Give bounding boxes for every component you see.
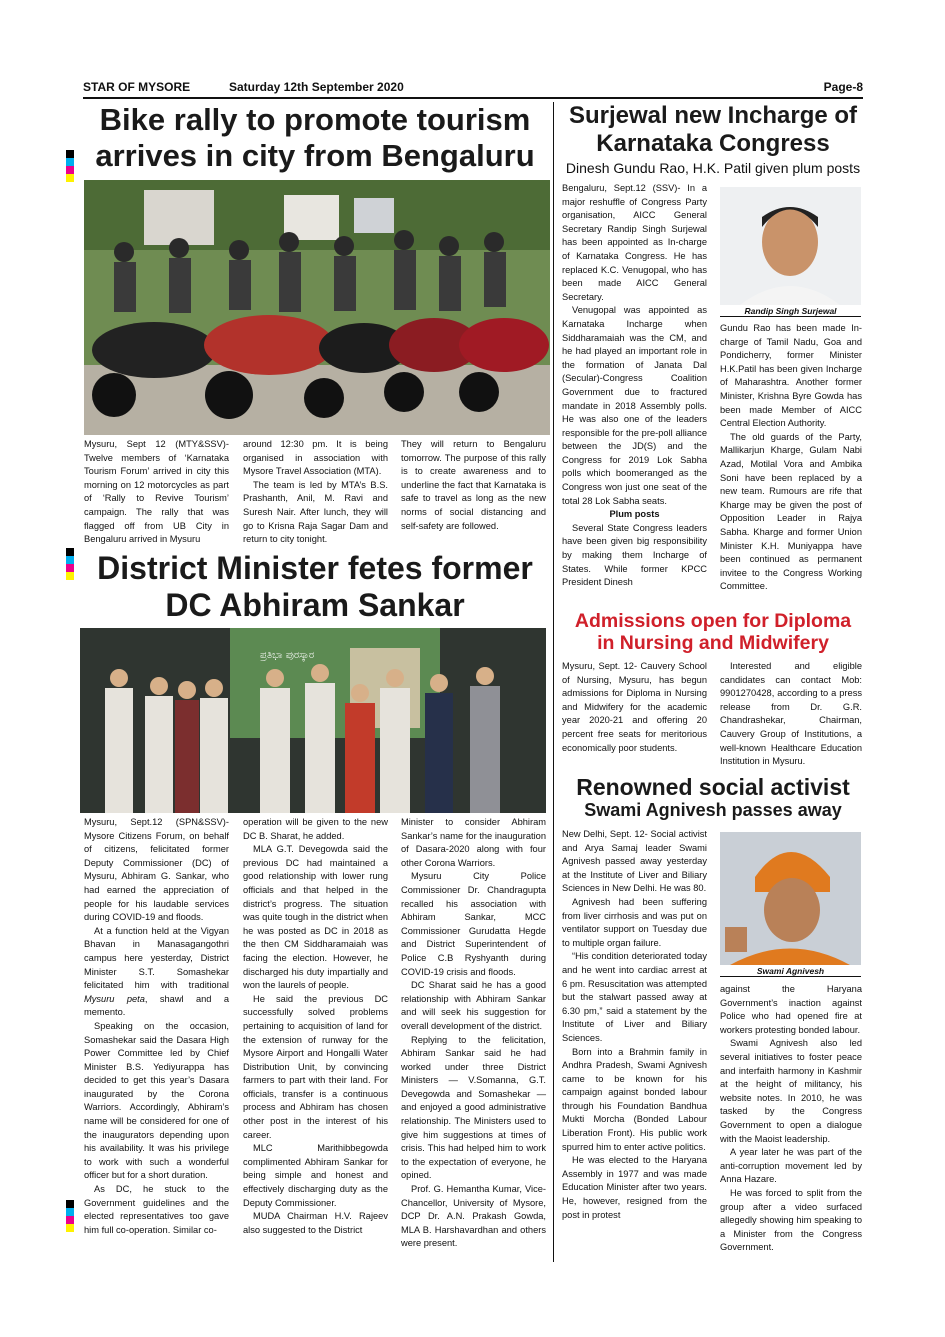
surjewal-paragraph: Several State Congress leaders have been given big responsibility by making them Incharge of States. While former KPCC President Dinesh: [562, 522, 707, 588]
dc-paragraph: operation will be given to the new DC B. Sharat, he added.: [243, 817, 388, 841]
agnivesh-caption: Swami Agnivesh: [720, 966, 861, 977]
dc-column-3: [401, 816, 546, 1251]
column-divider: [553, 102, 554, 1262]
nursing-headline: [558, 610, 868, 655]
felicitation-photo: [80, 628, 546, 813]
masthead: [83, 80, 863, 98]
dc-paragraph: He said the previous DC successfully solved problems pertaining to acquisition of land for the extension of runway for the Mysore Airport and Hongalli Water Distribution Unit, by convincing farmers to part with their land. For officials, transfer is a continuous process and Abhiram has chosen other post in the interest of his career.: [243, 993, 388, 1140]
surjewal-portrait: [720, 187, 861, 305]
dc-text: , shawl and a memento.: [84, 993, 229, 1018]
agnivesh-headline-line1: Renowned social activist: [576, 774, 850, 800]
agnivesh-paragraph: against the Haryana Government’s inaction against Police who had opened fire at workers protesting bonded labour.: [720, 984, 862, 1035]
dc-paragraph: Mysuru City Police Commissioner Dr. Chandragupta recalled his association with Abhiram Sankar, MCC Commissioner Gurudatta Hegde and District Superintendent of Police C.B Ryshyanth during COVID-19 crisis and floods.: [401, 871, 546, 977]
agnivesh-column-1: [562, 828, 707, 1222]
dc-paragraph: Replying to the felicitation, Abhiram Sankar said he had worked under three District Ministers — V.Somanna, G.T. Devegowda and Somashekar — and enjoyed a good administrative relationship. The Ministers used to give him suggestions at times of crisis. This had helped him to work to the expectation of everyone, he opined.: [401, 1034, 546, 1181]
registration-mark: [66, 1200, 74, 1232]
agnivesh-paragraph: New Delhi, Sept. 12- Social activist and Arya Samaj leader Swami Agnivesh passed away yesterday at the Institute of Liver and Biliary Sciences in New Delhi. He was 80.: [562, 829, 707, 894]
surjewal-paragraph: Gundu Rao has been made In-charge of Tamil Nadu, Goa and Pondicherry, former Minister H.K.Patil has been given Incharge of Maharashtra. Another former Minister, Krishna Byre Gowda has been made Member of AICC Central Election Authority.: [720, 323, 862, 429]
agnivesh-headline-line2: Swami Agnivesh passes away: [584, 800, 842, 821]
masthead-rule: [83, 97, 863, 99]
nursing-paragraph: Mysuru, Sept. 12- Cauvery School of Nursing, Mysuru, has begun admissions for Diploma in Nursing and Midwifery for the academic year 2020-21 and offering 20 percent free seats for meritorious economically poor students.: [562, 661, 707, 753]
surjewal-paragraph: Venugopal was appointed as Karnataka Incharge when Siddharamaiah was the CM, and he had played an important role in the formation of Janata Dal (Secular)-Congress Coalition Government due to fractured mandate in 2018 Assembly polls. He was also one of the leaders responsible for the pre-poll alliance between the JD(S) and the Congress for 2019 Lok Sabha polls which boomeranged as the Congress won just one seat of the total 28 Lok Sabha seats.: [562, 305, 707, 506]
surjewal-column-1: [562, 182, 707, 590]
surjewal-paragraph: Bengaluru, Sept.12 (SSV)- In a major reshuffle of Congress Party organisation, AICC General Secretary Randip Singh Surjewal has been appointed as In-charge of Karnataka Congress. He has replaced K.C. Venugopal, who has been made AICC General Secretary.: [562, 183, 707, 302]
bike-headline-line1: Bike rally to promote tourism: [99, 102, 531, 137]
bike-headline-line2: arrives in city from Bengaluru: [95, 137, 535, 173]
felicitation-illustration: [80, 628, 546, 813]
agnivesh-photo: [720, 832, 861, 965]
nursing-column-2: [720, 660, 862, 769]
agnivesh-paragraph: Agnivesh had been suffering from liver cirrhosis and was put on ventilator support on Tuesday due to multiple organ failure.: [562, 896, 707, 948]
registration-mark: [66, 548, 74, 580]
bike-rally-photo: [84, 180, 550, 435]
nursing-column-1: [562, 660, 707, 755]
bike-column-1: [84, 438, 229, 547]
surjewal-subheading: Plum posts: [609, 509, 660, 520]
stage-banner-text: ಪ್ರತಿಭಾ ಪುರಸ್ಕಾರ: [260, 650, 315, 661]
issue-date: Saturday 12th September 2020: [229, 80, 404, 94]
surjewal-subhead: Dinesh Gundu Rao, H.K. Patil given plum posts: [565, 160, 861, 176]
dc-paragraph: Prof. G. Hemantha Kumar, Vice-Chancellor, University of Mysore, DCP Dr. A.N. Prakash Gowda, MLA B. Harshavardhan and others were present.: [401, 1184, 546, 1249]
agnivesh-paragraph: He was forced to split from the group after a video surfaced allegedly showing him speaking to a Minister from the Congress Government.: [720, 1187, 862, 1253]
dc-column-1: [84, 816, 229, 1237]
dc-paragraph: MLC Marithibbegowda complimented Abhiram Sankar for being simple and honest and effectively discharging duty as the Deputy Commissioner.: [243, 1143, 388, 1208]
surjewal-headline: [558, 102, 868, 157]
surjewal-column-2: [720, 322, 862, 594]
dc-paragraph: Mysuru, Sept.12 (SPN&SSV)- Mysore Citizens Forum, on behalf of citizens, felicitated former Deputy Commissioner (DC) of Mysuru, Abhiram G. Sankar, who had earned the appreciation of people for his laudable services during COVID-19 and floods.: [84, 817, 229, 923]
nursing-headline-line2: in Nursing and Midwifery: [597, 632, 829, 655]
dc-paragraph: [84, 925, 229, 1020]
surjewal-headline-line2: Karnataka Congress: [596, 129, 830, 157]
bike-paragraph: The team is led by MTA’s B.S. Prashanth, Anil, M. Ravi and Suresh Nair. After lunch, they will go to Krisna Raja Sagar Dam and return to city tonight.: [243, 479, 388, 545]
nursing-headline-line1: Admissions open for Diploma: [574, 610, 852, 632]
surjewal-photo: [720, 187, 861, 305]
bike-column-3: [401, 438, 546, 533]
dc-column-2: [243, 816, 388, 1237]
agnivesh-portrait: [720, 832, 861, 965]
bike-headline: [80, 102, 550, 173]
agnivesh-paragraph: He was elected to the Haryana Assembly in 1977 and was made Education Minister after two years. He, however, resigned from the post in protest: [562, 1155, 707, 1220]
paper-name: STAR OF MYSORE: [83, 80, 191, 94]
agnivesh-paragraph: A year later he was part of the anti-corruption movement led by Anna Hazare.: [720, 1147, 862, 1185]
surjewal-caption: Randip Singh Surjewal: [720, 306, 861, 317]
agnivesh-headline: [558, 774, 868, 821]
bike-paragraph: around 12:30 pm. It is being organised in association with Mysore Travel Association (MTA).: [243, 439, 388, 477]
registration-mark: [66, 150, 74, 182]
dc-paragraph: DC Sharat said he has a good relationship with Abhiram Sankar and will seek his suggestion for overall development of the district.: [401, 980, 546, 1031]
bike-paragraph: Mysuru, Sept 12 (MTY&SSV)- Twelve members of ‘Karnataka Tourism Forum’ arrived in city this morning on 12 motorcycles as part of ‘Rally to Revive Tourism’ campaign. The rally that was flagged off from UB City in Bengaluru arrived in Mysuru: [84, 439, 229, 545]
surjewal-headline-line1: Surjewal new Incharge of: [568, 102, 858, 129]
dc-text: At a function held at the Vigyan Bhavan in Manasagangothri campus here yesterday, District Minister S.T. Somashekar felicitated him with traditional: [84, 925, 229, 991]
dc-headline-line1: District Minister fetes former: [97, 550, 533, 586]
dc-headline: [80, 550, 550, 624]
surjewal-paragraph: The old guards of the Party, Mallikarjun Kharge, Gulam Nabi Azad, Motilal Vora and Ambika Soni have been replaced by a new team. Rumours are rife that Kharge may be given the post of Opposition Leader in Rajya Sabha. Kharge and former Union Minister K.H. Muniyappa have been continued as permanent invitee to the Congress Working Committee.: [720, 431, 862, 592]
dc-paragraph: Speaking on the occasion, Somashekar said the Dasara High Power Committee led by Chief Minister B.S. Yediyurappa has decided to get this year’s Dasara inaugurated by the Corona Warriors. Accordingly, Abhiram’s name will be considered for one of the inaugurators depending upon his availability. It was his privilege to work with such a wonderful officer but for a short duration.: [84, 1020, 229, 1181]
bike-column-2: [243, 438, 388, 547]
dc-italic-text: Mysuru peta: [84, 993, 145, 1004]
page-number: Page-8: [823, 80, 863, 94]
agnivesh-paragraph: Born into a Brahmin family in Andhra Pradesh, Swami Agnivesh came to be known for his campaign against bonded labour through his Foundation Bandhua Mukti Morcha (Bonded Labour Liberation Front). His public work spurred him to enter active politics.: [562, 1046, 707, 1152]
dc-headline-line2: DC Abhiram Sankar: [165, 586, 465, 623]
agnivesh-paragraph: Swami Agnivesh also led several initiatives to foster peace and interfaith harmony in Kashmir at the height of militancy, his website notes. In 2010, he was tasked by the Congress Government to open a dialogue with the Maoist leadership.: [720, 1038, 862, 1144]
agnivesh-column-2: [720, 983, 862, 1255]
nursing-paragraph: Interested and eligible candidates can contact Mob: 9901270428, according to a press release from Dr. G.R. Chandrashekar, Chairman, Cauvery Group of Institutions, a well-known Healthcare Education Institution in Mysuru.: [720, 661, 862, 767]
bike-rally-illustration: [84, 180, 550, 435]
agnivesh-paragraph: “His condition deteriorated today and he went into cardiac arrest at 6 pm. Resuscitation was attempted but the stalwart passed away at 6.30 pm,” said a statement by the Institute of Liver and Biliary Sciences.: [562, 951, 707, 1043]
dc-paragraph: MLA G.T. Devegowda said the previous DC had maintained a good relationship with lower rung officials and that helped in the district’s progress. The situation was quite tough in the district when he was posted as DC in 2018 as the then CM Siddharamaiah was facing the election. However, he discharged his duty impartially and won the laurels of people.: [243, 844, 388, 991]
dc-paragraph: Minister to consider Abhiram Sankar’s name for the inauguration of Dasara-2020 along with four other Corona Warriors.: [401, 817, 546, 868]
dc-paragraph: As DC, he stuck to the Government guidelines and the elected representatives too gave him full co-operation. Similar co-: [84, 1184, 229, 1235]
bike-paragraph: They will return to Bengaluru tomorrow. The purpose of this rally is to create awareness and to underline the fact that Karnataka is safe to travel as long as the new norms of social distancing and self-safety are followed.: [401, 439, 546, 531]
dc-paragraph: MUDA Chairman H.V. Rajeev also suggested to the District: [243, 1211, 388, 1235]
